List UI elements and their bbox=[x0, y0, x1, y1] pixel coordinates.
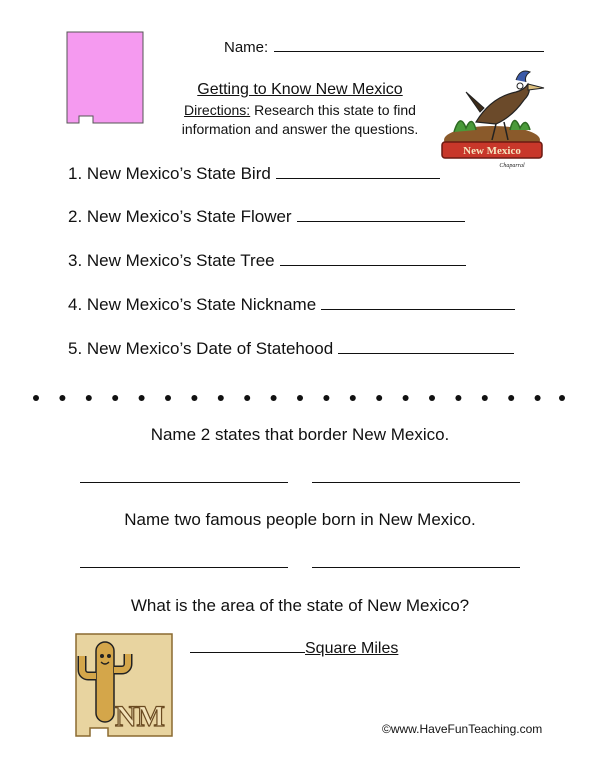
area-unit-label: Square Miles bbox=[305, 640, 399, 657]
question-1-label: 1. New Mexico’s State Bird bbox=[68, 164, 271, 183]
nm-cactus-illustration bbox=[74, 630, 176, 740]
dotted-divider bbox=[33, 388, 565, 408]
famous-person-answer-2[interactable] bbox=[312, 567, 520, 568]
question-1 bbox=[68, 164, 440, 184]
name-blank[interactable] bbox=[274, 38, 544, 52]
name-field[interactable] bbox=[224, 38, 544, 56]
question-4 bbox=[68, 295, 515, 315]
question-3-answer[interactable] bbox=[280, 251, 466, 266]
question-2-label: 2. New Mexico’s State Flower bbox=[68, 207, 292, 226]
question-2 bbox=[68, 207, 465, 227]
question-5-answer[interactable] bbox=[338, 339, 514, 354]
new-mexico-outline-icon bbox=[65, 30, 145, 125]
directions bbox=[160, 101, 440, 139]
name-label: Name: bbox=[224, 39, 269, 56]
famous-person-answer-1[interactable] bbox=[80, 567, 288, 568]
nm-letters: NM bbox=[115, 700, 165, 733]
copyright-text: ©www.HaveFunTeaching.com bbox=[382, 722, 543, 736]
question-3 bbox=[68, 251, 466, 271]
roadrunner-illustration bbox=[436, 62, 548, 172]
question-2-answer[interactable] bbox=[297, 207, 465, 222]
border-state-answer-1[interactable] bbox=[80, 482, 288, 483]
title-block bbox=[160, 80, 440, 139]
directions-label: Directions: bbox=[184, 102, 251, 118]
directions-text: Research this state to find information and answer the questions. bbox=[181, 102, 419, 137]
border-state-answer-2[interactable] bbox=[312, 482, 520, 483]
banner-text: New Mexico bbox=[463, 145, 521, 157]
question-5-label: 5. New Mexico’s Date of Statehood bbox=[68, 339, 334, 358]
area-prompt: What is the area of the state of New Mexico? bbox=[130, 596, 470, 615]
question-3-label: 3. New Mexico’s State Tree bbox=[68, 251, 275, 270]
question-1-answer[interactable] bbox=[276, 164, 440, 179]
question-4-label: 4. New Mexico’s State Nickname bbox=[68, 295, 317, 314]
border-states-prompt: Name 2 states that border New Mexico. bbox=[150, 425, 450, 444]
area-answer[interactable] bbox=[190, 638, 305, 653]
page-title: Getting to Know New Mexico bbox=[197, 81, 403, 98]
question-5 bbox=[68, 339, 514, 359]
question-4-answer[interactable] bbox=[321, 295, 515, 310]
area-answer-row bbox=[190, 638, 412, 658]
famous-people-prompt: Name two famous people born in New Mexico. bbox=[124, 510, 476, 529]
caption-text: Chaparral bbox=[499, 163, 525, 169]
